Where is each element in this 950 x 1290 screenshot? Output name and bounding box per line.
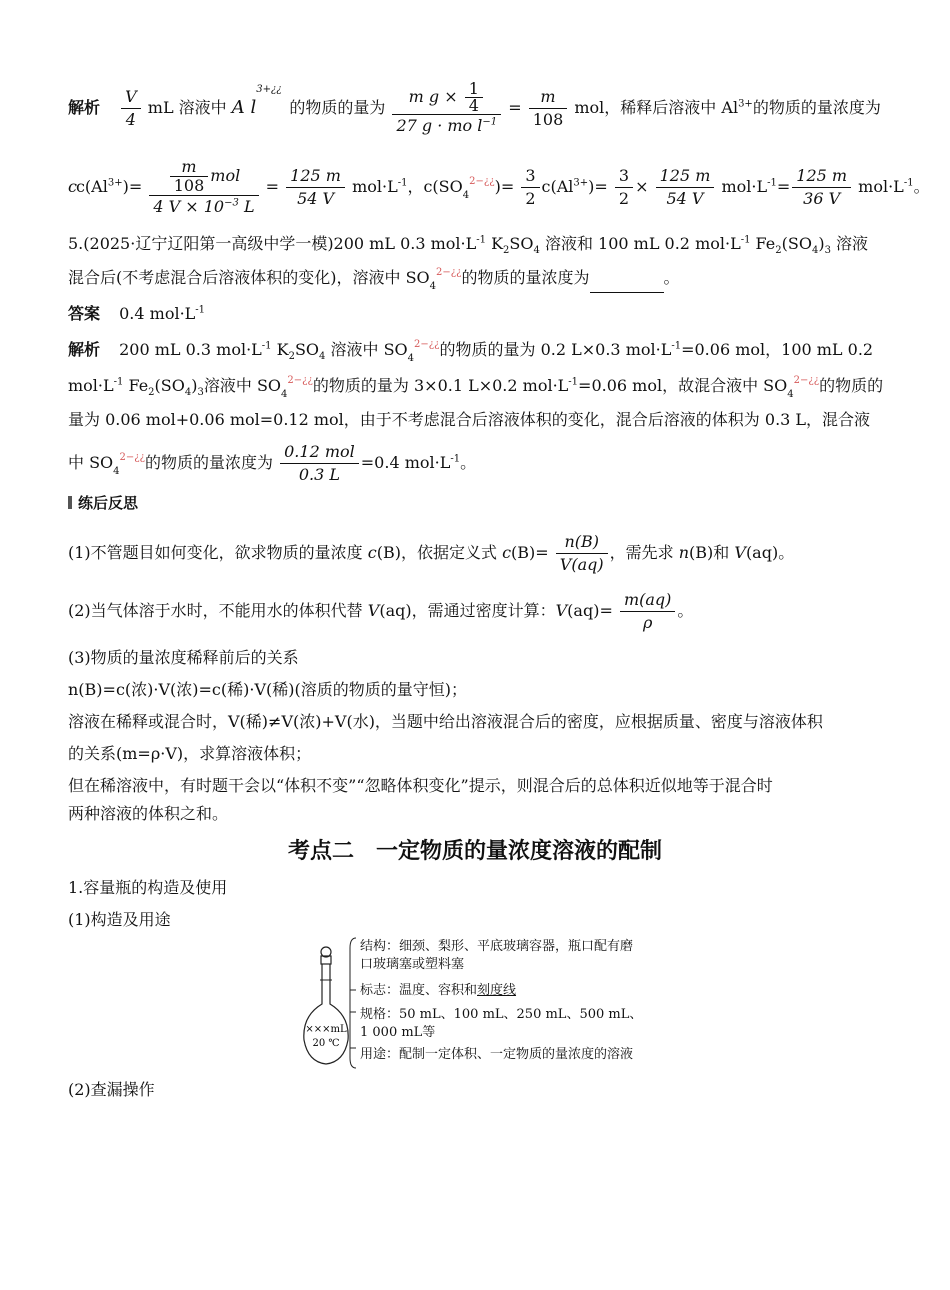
answer-value: 0.4 mol·L [119,304,196,323]
fraction-maq-over-rho: $\frac{m(aq)}{\rho}$ [620,589,675,634]
reflection-item-1: (1)不管题目如何变化，欲求物质的量浓度 c(B)，依据定义式 c(B)= $\frac{n(B)}{V(aq)}$ ，需先求 n(B)和 V(aq)。 [68,532,795,574]
flask-structure-text: 结构：细颈、梨形、平底玻璃容器，瓶口配有磨 [360,939,634,954]
reflection-item-2: (2)当气体溶于水时，不能用水的体积代替 V(aq)，需通过密度计算：V(aq)= $\frac{m(aq)}{\rho}$ 。 [68,590,694,632]
reflection-text-2: 的关系(m=ρ·V)，求算溶液体积； [68,744,312,763]
analysis-label: 解析 [68,98,101,117]
fraction-012-over-03: $\frac{\text{0.12 mol}}{0.3 L}$ [280,441,359,486]
volumetric-flask-figure [300,934,660,1072]
al-ion: A l 3+¿¿ [231,84,282,118]
fraction-m-over-108: $\frac{m}{108}$ [529,86,568,131]
reflection-text-4: 两种溶液的体积之和。 [68,804,229,823]
analysis-2-line-2: $mol\cdot L^{-1}$ $Fe_2(SO_4)_3$溶液中 $SO_4^{2-¿¿}$的物质的量为 3×0.1 L×0.2 $mol\cdot L^{-1}=0.06$ mol，故混合液中 $SO_4^{2-¿¿}$的物质的 [68,375,884,400]
fraction-125m-54v-b: $\frac{125 m}{54 V}$ [656,165,715,210]
analysis-label-2: 解析 [68,340,101,359]
answer-line: 答案 0.4 $mol\cdot L^{-1}$ [68,304,206,323]
reflection-title: 练后反思 [68,492,138,513]
subsection-1-2: (2)查漏操作 [68,1080,155,1099]
answer-label: 答案 [68,304,101,323]
flask-structure-text-2: 口玻璃塞或塑料塞 [360,957,465,972]
brace-icon [346,934,358,1072]
question-5-line-1: 5.(2025·辽宁辽阳第一高级中学一模)200 mL 0.3 $mol\cdot L^{-1}$ $K_2SO_4$ 溶液和 100 mL 0.2 $mol\cdot L^{-1}$ $Fe_2(SO_4)_3$ 溶液 [68,234,869,257]
fraction-concentration-al: $\frac{m}{108}$ mol 4 $V \times 10^{-3}$ L [149,158,258,218]
analysis-line-1: 解析 $\frac{V}{4}$ mL 溶液中 A l 3+¿¿ 的物质的量为 m g × $\frac{1}{4}$ 27 g · mo $l^{-1}$ = $\frac{m}{108}$ mol，稀释后溶液中 $Al^{3+}$的物质的量浓度为 [68,72,882,144]
answer-blank[interactable] [590,276,664,293]
flask-spec-text: 规格：50 mL、100 mL、250 mL、500 mL、 [360,1007,643,1022]
fraction-v-over-4: $\frac{V}{4}$ [121,86,141,131]
flask-temperature-label: 20 ℃ [312,1038,340,1049]
analysis-2-line-3: 量为 0.06 mol+0.06 mol=0.12 mol，由于不考虑混合后溶液体积的变化，混合后溶液的体积为 0.3 L，混合液 [68,410,871,429]
analysis-line-2: $cc(Al^{3+})=$ $\frac{m}{108}$ mol 4 $V \times 10^{-3}$ L = $\frac{125 m}{54 V}$ $mol\cdot L^{-1}$，$c(SO_4^{2-¿¿})=$ $\frac{3}{2}$ $c(Al^{3+})=$ $\frac{3}{2}$ × $\frac{125 m}{54 V}$ $mol\cdot L^{-1}=$ $\frac{125 m}{36 V}$ $mol\cdot L^{-1}$。 [68,156,930,216]
reflection-formula: n(B)=c(浓)·V(浓)=c(稀)·V(稀)(溶质的物质的量守恒)； [68,680,467,699]
reflection-text-3: 但在稀溶液中，有时题干会以“体积不变”“忽略体积变化”提示，则混合后的总体积近似地等于混合时 [68,776,773,795]
flask-usage-text: 用途：配制一定体积、一定物质的量浓度的溶液 [360,1047,634,1062]
fraction-nb-over-vaq: $\frac{n(B)}{V(aq)}$ [556,531,608,576]
subsection-1-1: (1)构造及用途 [68,910,171,929]
analysis-2-line-4: 中 $SO_4^{2-¿¿}$的物质的量浓度为 $\frac{\text{0.12 mol}}{0.3 L}$ =0.4 $mol\cdot L^{-1}$。 [68,442,477,484]
flask-volume-label: ×××mL [305,1024,347,1035]
fraction-125m-54v: $\frac{125 m}{54 V}$ [286,165,345,210]
flask-spec-text-2: 1 000 mL等 [360,1025,436,1040]
flask-marks-text: 标志：温度、容积和刻度线 [360,983,517,998]
question-5-line-2: 混合后(不考虑混合后溶液体积的变化)，溶液中 $SO_4^{2-¿¿}$的物质的量浓度为 。 [68,267,680,292]
reflection-item-3: (3)物质的量浓度稀释前后的关系 [68,648,299,667]
fraction-3-over-2-b: $\frac{3}{2}$ [615,165,633,210]
reflection-text-1: 溶液在稀释或混合时，V(稀)≠V(浓)+V(水)，当题中给出溶液混合后的密度，应根据质量、密度与溶液体积 [68,712,823,731]
fraction-3-over-2: $\frac{3}{2}$ [521,165,539,210]
fraction-moles-al: m g × $\frac{1}{4}$ 27 g · mo $l^{-1}$ [392,81,501,137]
analysis-2-line-1: 解析 200 mL 0.3 $mol\cdot L^{-1}$ $K_2SO_4$ 溶液中 $SO_4^{2-¿¿}$的物质的量为 0.2 L×0.3 $mol\cdot L^{-1}=0.06$ mol，100 mL 0.2 [68,339,874,364]
section-bar-icon [68,496,72,509]
subsection-1: 1.容量瓶的构造及使用 [68,878,228,897]
section-heading: 考点二 一定物质的量浓度溶液的配制 [287,839,662,864]
fraction-125m-36v: $\frac{125 m}{36 V}$ [792,165,851,210]
